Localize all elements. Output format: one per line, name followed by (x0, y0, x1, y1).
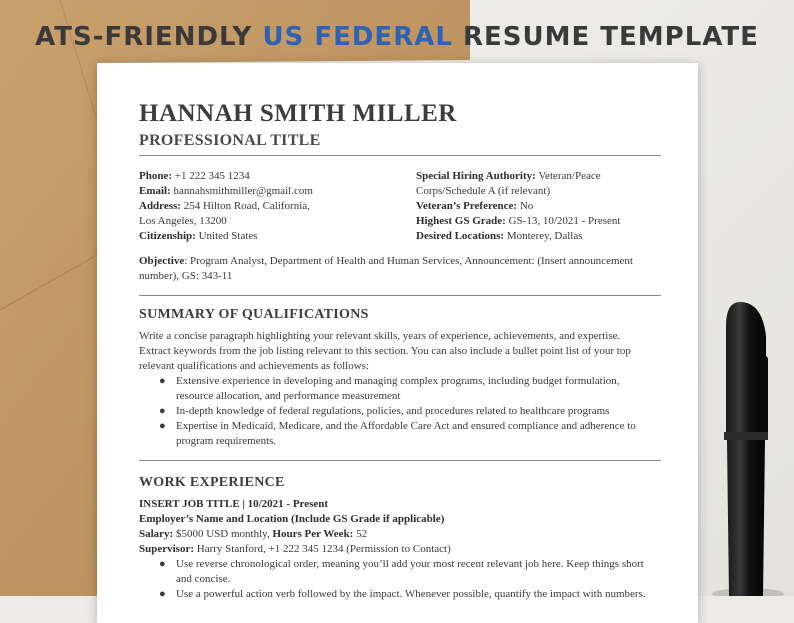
hours-label: Hours Per Week: (272, 528, 354, 540)
bullet-text: Use reverse chronological order, meaning you’ll add your most recent relevant job here. Keep things short (176, 558, 644, 570)
summary-heading: SUMMARY OF QUALIFICATIONS (139, 307, 369, 322)
bullet-icon: ● (159, 375, 166, 387)
bullet-icon: ● (159, 588, 166, 600)
bullet-text: Extensive experience in developing and managing complex programs, including budget formulation, (176, 375, 620, 387)
objective-text-2: number), GS: 343-11 (139, 270, 233, 282)
supervisor-value: Harry Stanford, +1 222 345 1234 (Permission to Contact) (194, 543, 451, 555)
address-label: Address: (139, 200, 181, 212)
locations-value: Monterey, Dallas (504, 230, 583, 242)
bullet-text: Use a powerful action verb followed by the impact. Whenever possible, quantify the impact with numbers. (176, 588, 646, 600)
veteran-label: Veteran’s Preference: (416, 200, 518, 212)
authority-label: Special Hiring Authority: (416, 170, 536, 182)
list-item (139, 587, 661, 602)
objective-text: : Program Analyst, Department of Health and Human Services, Announcement: (Insert announcement (184, 255, 633, 267)
employer: Employer’s Name and Location (Include GS Grade if applicable) (139, 513, 445, 525)
bullet-icon: ● (159, 405, 166, 417)
banner-title (0, 22, 794, 52)
salary-value: $5000 USD monthly, (173, 528, 273, 540)
locations-label: Desired Locations: (416, 230, 505, 242)
veteran-value: No (517, 200, 534, 212)
objective (139, 254, 661, 284)
authority-value-2: Corps/Schedule A (if relevant) (416, 185, 551, 197)
email-label: Email: (139, 185, 171, 197)
divider (139, 155, 661, 156)
list-item (139, 557, 661, 587)
bullet-icon: ● (159, 420, 166, 432)
resume-page (97, 63, 698, 623)
email-value: hannahsmithmiller@gmail.com (170, 185, 313, 197)
supervisor-label: Supervisor: (139, 543, 194, 555)
hours-value: 52 (353, 528, 368, 540)
professional-title: PROFESSIONAL TITLE (139, 132, 321, 149)
citizenship-value: United States (195, 230, 258, 242)
bullet-text: In-depth knowledge of federal regulations, policies, and procedures related to healthcare programs (176, 405, 610, 417)
citizenship-label: Citizenship: (139, 230, 196, 242)
contact-right (416, 169, 656, 244)
objective-label: Objective (139, 255, 185, 267)
address-value: 254 Hilton Road, California, (180, 200, 310, 212)
resume-name: HANNAH SMITH MILLER (139, 100, 457, 127)
bullet-text-2: program requirements. (176, 435, 277, 447)
bullet-text: Expertise in Medicaid, Medicare, and the Affordable Care Act and ensured compliance and adherence to (176, 420, 636, 432)
work-body (139, 497, 661, 602)
phone-label: Phone: (139, 170, 172, 182)
banner-accent: US FEDERAL (262, 22, 453, 52)
summary-line: relevant qualifications and achievements as follows: (139, 360, 370, 372)
divider (139, 295, 661, 296)
summary-body (139, 329, 661, 449)
summary-bullets (139, 374, 661, 449)
summary-line: Extract keywords from the job listing relevant to this section. You can also include a bullet point list of your top (139, 345, 631, 357)
gs-label: Highest GS Grade: (416, 215, 506, 227)
list-item (139, 404, 661, 419)
work-heading: WORK EXPERIENCE (139, 475, 285, 490)
summary-line: Write a concise paragraph highlighting your relevant skills, years of experience, achievements, and expertise. (139, 330, 621, 342)
banner-part1: ATS-FRIENDLY (35, 22, 263, 52)
list-item (139, 419, 661, 449)
bullet-icon: ● (159, 558, 166, 570)
contact-left (139, 169, 399, 244)
list-item (139, 374, 661, 404)
work-bullets (139, 557, 661, 602)
banner-part3: RESUME TEMPLATE (452, 22, 759, 52)
bullet-text-2: and concise. (176, 573, 231, 585)
pen-image (700, 296, 790, 596)
authority-value: Veteran/Peace (535, 170, 601, 182)
phone-value: +1 222 345 1234 (172, 170, 250, 182)
gs-value: GS-13, 10/2021 - Present (505, 215, 621, 227)
salary-label: Salary: (139, 528, 174, 540)
job-title: INSERT JOB TITLE | 10/2021 - Present (139, 498, 329, 510)
divider (139, 460, 661, 461)
bullet-text-2: resource allocation, and performance measurement (176, 390, 401, 402)
address-value-2: Los Angeles, 13200 (139, 215, 227, 227)
